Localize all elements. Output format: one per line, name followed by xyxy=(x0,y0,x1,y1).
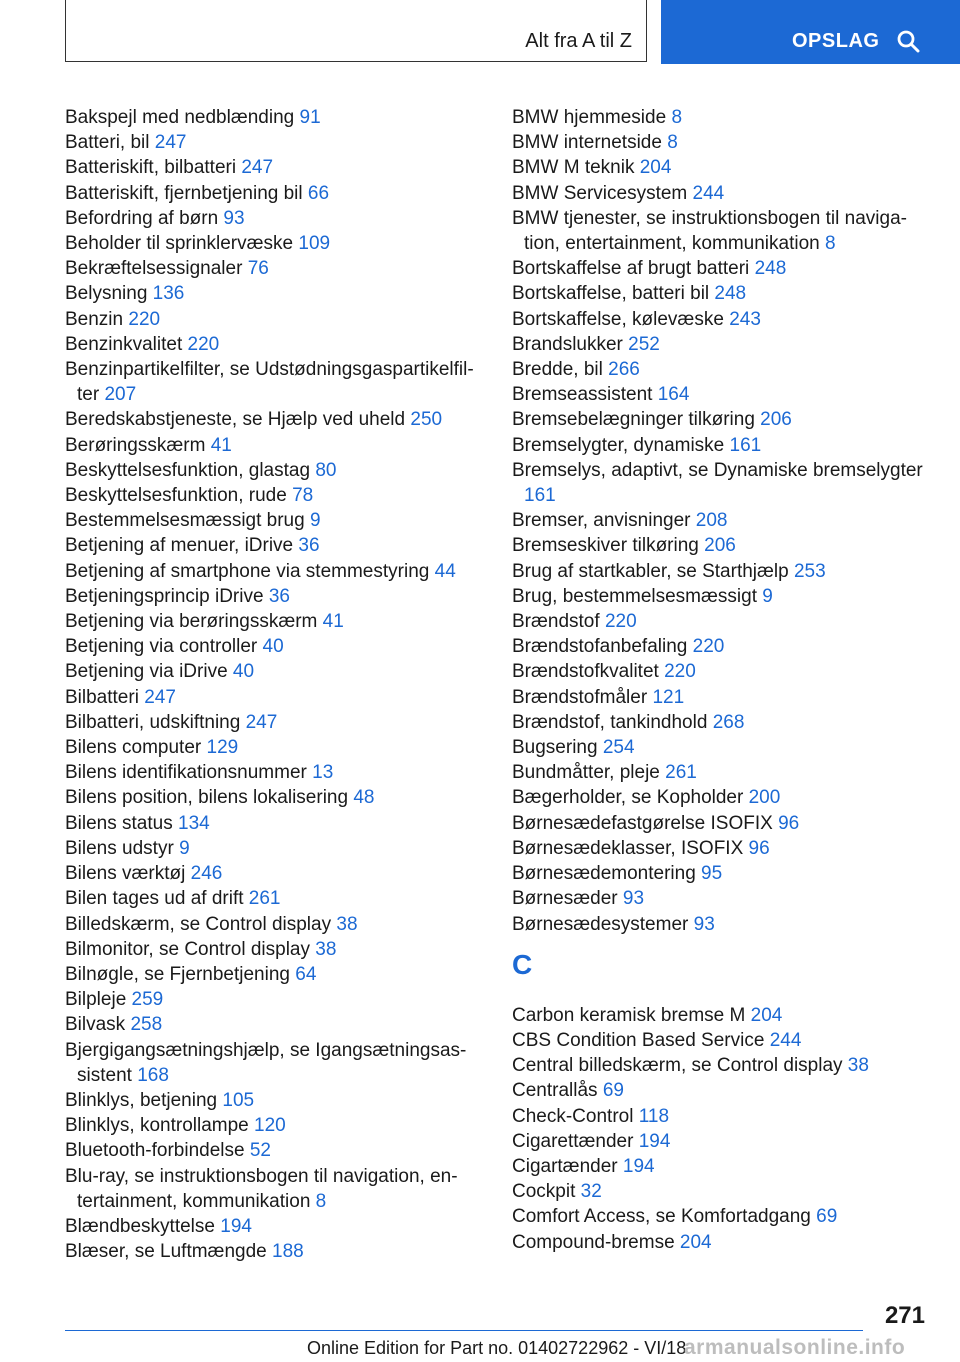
index-entry xyxy=(65,584,485,609)
index-column-right xyxy=(512,105,932,1255)
index-entry xyxy=(512,1028,932,1053)
entry-text: Betjening via iDrive xyxy=(65,661,228,683)
entry-page-link[interactable]: 161 xyxy=(729,434,762,456)
entry-page-link[interactable]: 9 xyxy=(179,837,190,859)
entry-text: Bremser, anvisninger xyxy=(512,510,691,532)
entry-text: Bilens udstyr xyxy=(65,837,174,859)
entry-page-link[interactable]: 194 xyxy=(638,1130,671,1152)
entry-page-link[interactable]: 80 xyxy=(315,459,337,481)
entry-text: Bægerholder, se Kopholder xyxy=(512,787,744,809)
index-entry xyxy=(512,508,932,533)
index-entry xyxy=(512,1104,932,1129)
entry-page-link[interactable]: 244 xyxy=(692,182,725,204)
entry-page-link[interactable]: 109 xyxy=(298,233,331,255)
entry-page-link[interactable]: 36 xyxy=(268,585,290,607)
entry-text: Compound-bremse xyxy=(512,1231,675,1253)
entry-page-link[interactable]: 134 xyxy=(178,812,210,834)
entry-page-link[interactable]: 64 xyxy=(295,963,317,985)
index-entry xyxy=(65,332,485,357)
entry-page-link[interactable]: 200 xyxy=(748,787,781,809)
footer-edition: Online Edition for Part no. 01402722962 - VI/18 xyxy=(307,1338,687,1358)
entry-text: Børnesædemontering xyxy=(512,863,696,885)
entry-page-link[interactable]: 38 xyxy=(847,1055,869,1077)
entry-text: Bilmonitor, se Control display xyxy=(65,938,310,960)
index-entry xyxy=(512,912,932,937)
entry-page-link[interactable]: 252 xyxy=(628,333,660,355)
entry-page-link[interactable]: 129 xyxy=(206,737,239,759)
index-entry xyxy=(65,1012,485,1037)
index-entry xyxy=(512,785,932,810)
entry-text: BMW internetside xyxy=(512,132,662,154)
index-entry xyxy=(65,937,485,962)
entry-page-link[interactable]: 93 xyxy=(223,207,245,229)
entry-page-link[interactable]: 40 xyxy=(232,661,255,683)
entry-text: Beskyttelsesfunktion, glastag xyxy=(65,459,311,481)
index-entry xyxy=(65,710,485,735)
index-entry xyxy=(65,559,485,584)
index-entry xyxy=(65,1138,485,1163)
entry-page-link[interactable]: 261 xyxy=(665,762,697,784)
index-entry xyxy=(65,861,485,886)
entry-text: Bremsebelægninger tilkøring xyxy=(512,409,755,431)
entry-page-link[interactable]: 247 xyxy=(144,686,176,708)
index-entry xyxy=(65,912,485,937)
index-entry xyxy=(65,483,485,508)
index-entry xyxy=(65,533,485,558)
entry-page-link[interactable]: 204 xyxy=(679,1231,712,1253)
entry-text: Beredskabstjeneste, se Hjælp ved uheld xyxy=(65,409,406,431)
entry-text: BMW M teknik xyxy=(512,157,635,179)
index-entry xyxy=(512,735,932,760)
entry-page-link[interactable]: 36 xyxy=(298,535,320,557)
tab-alphabetical-index[interactable] xyxy=(65,0,647,62)
entry-text: Batteriskift, bilbatteri xyxy=(65,157,237,179)
index-entry xyxy=(512,609,932,634)
entry-page-link[interactable]: 164 xyxy=(657,384,690,406)
entry-text: BMW hjemmeside xyxy=(512,107,667,128)
entry-page-link[interactable]: 8 xyxy=(825,233,836,255)
index-entry xyxy=(65,1164,485,1214)
entry-page-link[interactable]: 194 xyxy=(220,1215,252,1237)
entry-page-link[interactable]: 206 xyxy=(760,409,792,431)
entry-page-link[interactable]: 253 xyxy=(793,560,826,582)
entry-page-link[interactable]: 220 xyxy=(187,333,220,355)
index-entry xyxy=(65,1239,485,1264)
entry-page-link[interactable]: 41 xyxy=(322,611,344,633)
index-entry xyxy=(65,1088,485,1113)
entry-text: Bilpleje xyxy=(65,989,127,1011)
entry-text: Betjening via controller xyxy=(65,636,258,658)
index-entry xyxy=(512,533,932,558)
entry-page-link[interactable]: 258 xyxy=(130,1014,163,1036)
index-entry xyxy=(512,1230,932,1255)
index-entry xyxy=(512,1053,932,1078)
index-entry xyxy=(512,256,932,281)
index-entry xyxy=(512,1078,932,1103)
entry-text: Betjening af menuer, iDrive xyxy=(65,535,294,557)
entry-page-link[interactable]: 161 xyxy=(524,485,556,507)
index-entry xyxy=(65,1214,485,1239)
entry-text: Cockpit xyxy=(512,1181,576,1203)
entry-text: Betjeningsprincip iDrive xyxy=(65,585,264,607)
entry-text: Cigartænder xyxy=(512,1155,618,1177)
entry-page-link[interactable]: 9 xyxy=(309,510,321,532)
index-entry xyxy=(65,785,485,810)
entry-text: Billedskærm, se Control display xyxy=(65,913,332,935)
entry-text: Bilbatteri xyxy=(65,686,139,708)
entry-text: CBS Condition Based Service xyxy=(512,1029,765,1051)
entry-text: Betjening af smartphone via stemmestyring xyxy=(65,560,430,582)
entry-page-link[interactable]: 268 xyxy=(712,711,745,733)
entry-page-link[interactable]: 52 xyxy=(249,1140,271,1162)
index-entry xyxy=(65,760,485,785)
index-entry xyxy=(65,458,485,483)
entry-text: Berøringsskærm xyxy=(65,434,206,456)
entry-page-link[interactable]: 188 xyxy=(272,1241,304,1263)
entry-page-link[interactable]: 220 xyxy=(664,661,696,683)
index-entry xyxy=(512,181,932,206)
watermark: armanualsonline.info xyxy=(684,1336,906,1359)
entry-text: Centrallås xyxy=(512,1080,598,1102)
entry-text: Brændstofanbefaling xyxy=(512,636,688,658)
entry-text: Bekræftelsessignaler xyxy=(65,258,243,280)
entry-text: Børnesæder xyxy=(512,888,618,910)
entry-page-link[interactable]: 207 xyxy=(104,384,137,406)
entry-text: Central billedskærm, se Control display xyxy=(512,1055,843,1077)
entry-page-link[interactable]: 194 xyxy=(622,1155,655,1177)
index-entry xyxy=(65,634,485,659)
entry-text: Bilbatteri, udskiftning xyxy=(65,711,241,733)
entry-page-link[interactable]: 248 xyxy=(714,283,747,305)
entry-text: Bilens computer xyxy=(65,737,202,759)
entry-page-link[interactable]: 40 xyxy=(262,636,284,658)
index-entry xyxy=(65,508,485,533)
entry-page-link[interactable]: 69 xyxy=(816,1206,838,1228)
index-entry xyxy=(65,1038,485,1088)
entry-text: Bortskaffelse, batteri bil xyxy=(512,283,710,305)
index-entry xyxy=(512,1129,932,1154)
entry-page-link[interactable]: 254 xyxy=(602,737,635,759)
entry-text: Blæser, se Luftmængde xyxy=(65,1241,267,1263)
entry-page-link[interactable]: 243 xyxy=(729,308,761,330)
entry-text: Betjening via berøringsskærm xyxy=(65,611,318,633)
entry-text: Brandslukker xyxy=(512,333,623,355)
index-entry xyxy=(512,357,932,382)
index-entry xyxy=(512,836,932,861)
entry-page-link[interactable]: 105 xyxy=(222,1089,255,1111)
entry-text: Bundmåtter, pleje xyxy=(512,762,660,784)
index-entry xyxy=(512,433,932,458)
entry-page-link[interactable]: 41 xyxy=(210,434,232,456)
index-entry xyxy=(512,685,932,710)
index-list-left xyxy=(65,105,485,1264)
index-entry xyxy=(512,382,932,407)
entry-page-link[interactable]: 8 xyxy=(671,107,683,128)
entry-text: Bilens værktøj xyxy=(65,863,186,885)
entry-page-link[interactable]: 93 xyxy=(693,913,715,935)
entry-page-link[interactable]: 118 xyxy=(638,1105,670,1127)
entry-page-link[interactable]: 259 xyxy=(131,989,164,1011)
entry-page-link[interactable]: 95 xyxy=(701,863,723,885)
entry-page-link[interactable]: 266 xyxy=(608,359,640,381)
index-entry xyxy=(65,181,485,206)
entry-page-link[interactable]: 246 xyxy=(190,863,223,885)
index-entry xyxy=(65,307,485,332)
entry-page-link[interactable]: 121 xyxy=(652,686,685,708)
entry-text: Bilens identifikationsnummer xyxy=(65,762,307,784)
index-entry xyxy=(512,584,932,609)
entry-page-link[interactable]: 208 xyxy=(695,510,728,532)
index-list-b xyxy=(512,105,932,937)
index-entry xyxy=(65,231,485,256)
index-entry xyxy=(512,634,932,659)
entry-text: Blu-ray, se instruktionsbogen til navigation, entertainment, kommunikation xyxy=(65,1165,458,1212)
entry-text: Bilen tages ud af drift xyxy=(65,888,244,910)
index-list-c xyxy=(512,1003,932,1255)
entry-text: Befordring af børn xyxy=(65,207,219,229)
entry-page-link[interactable]: 220 xyxy=(604,611,637,633)
index-entry xyxy=(512,206,932,256)
entry-page-link[interactable]: 244 xyxy=(769,1029,802,1051)
entry-text: Comfort Access, se Komfortadgang xyxy=(512,1206,811,1228)
index-entry xyxy=(65,659,485,684)
index-entry xyxy=(512,332,932,357)
entry-page-link[interactable]: 96 xyxy=(778,812,800,834)
index-entry xyxy=(512,710,932,735)
entry-page-link[interactable]: 8 xyxy=(315,1190,327,1212)
entry-page-link[interactable]: 32 xyxy=(580,1181,602,1203)
entry-text: Bortskaffelse af brugt batteri xyxy=(512,258,750,280)
index-entry xyxy=(65,811,485,836)
page-number: 271 xyxy=(884,1302,925,1329)
entry-page-link[interactable]: 78 xyxy=(292,485,314,507)
index-entry xyxy=(512,105,932,130)
footer-rule xyxy=(65,1330,863,1331)
index-entry xyxy=(512,811,932,836)
entry-page-link[interactable]: 247 xyxy=(154,132,187,154)
tab-search-label: OPSLAG xyxy=(792,30,880,52)
entry-text: BMW Servicesystem xyxy=(512,182,688,204)
index-entry xyxy=(65,130,485,155)
tab-search[interactable] xyxy=(661,0,960,64)
entry-text: Børnesædesystemer xyxy=(512,913,689,935)
entry-text: Brug af startkabler, se Starthjælp xyxy=(512,560,789,582)
entry-text: Bilens position, bilens lokalisering xyxy=(65,787,349,809)
entry-page-link[interactable]: 204 xyxy=(750,1004,783,1026)
index-entry xyxy=(512,130,932,155)
entry-text: Brændstof xyxy=(512,611,600,633)
index-entry xyxy=(512,281,932,306)
header-tabs xyxy=(65,0,960,64)
index-entry xyxy=(65,206,485,231)
entry-page-link[interactable]: 247 xyxy=(241,157,274,179)
index-entry xyxy=(65,281,485,306)
entry-text: Brændstofmåler xyxy=(512,686,648,708)
entry-text: Batteriskift, fjernbetjening bil xyxy=(65,182,303,204)
entry-text: Blinklys, betjening xyxy=(65,1089,218,1111)
index-entry xyxy=(65,433,485,458)
entry-text: Benzin xyxy=(65,308,124,330)
entry-text: BMW tjenester, se instruktionsbogen til navigation, entertainment, kommunikation xyxy=(512,207,907,255)
entry-page-link[interactable]: 204 xyxy=(639,157,672,179)
entry-text: Bremselygter, dynamiske xyxy=(512,434,725,456)
entry-page-link[interactable]: 261 xyxy=(248,888,281,910)
entry-page-link[interactable]: 76 xyxy=(247,258,269,280)
entry-text: Blændbeskyttelse xyxy=(65,1215,215,1237)
entry-text: Bluetooth-forbindelse xyxy=(65,1140,245,1162)
index-entry xyxy=(512,1204,932,1229)
entry-page-link[interactable]: 66 xyxy=(307,182,330,204)
entry-text: Bugsering xyxy=(512,737,598,759)
index-entry xyxy=(512,1003,932,1028)
index-entry xyxy=(512,307,932,332)
entry-page-link[interactable]: 9 xyxy=(762,585,773,607)
entry-page-link[interactable]: 120 xyxy=(254,1115,286,1137)
entry-text: Brændstofkvalitet xyxy=(512,661,659,683)
entry-page-link[interactable]: 93 xyxy=(622,888,645,910)
entry-page-link[interactable]: 69 xyxy=(602,1080,624,1102)
index-entry xyxy=(65,962,485,987)
index-entry xyxy=(65,735,485,760)
index-entry xyxy=(65,407,485,432)
entry-page-link[interactable]: 136 xyxy=(152,283,185,305)
entry-text: Bortskaffelse, kølevæske xyxy=(512,308,724,330)
entry-page-link[interactable]: 220 xyxy=(128,308,161,330)
entry-text: Bilnøgle, se Fjernbetjening xyxy=(65,963,290,985)
entry-page-link[interactable]: 250 xyxy=(410,409,443,431)
entry-text: Blinklys, kontrollampe xyxy=(65,1115,249,1137)
index-entry xyxy=(65,836,485,861)
entry-text: Batteri, bil xyxy=(65,132,150,154)
entry-text: Bestemmelsesmæssigt brug xyxy=(65,510,305,532)
index-entry xyxy=(512,886,932,911)
entry-page-link[interactable]: 247 xyxy=(245,711,278,733)
index-column-left xyxy=(65,105,485,1264)
entry-text: Bremseskiver tilkøring xyxy=(512,535,699,557)
index-entry xyxy=(512,760,932,785)
index-entry xyxy=(512,659,932,684)
entry-text: Check-Control xyxy=(512,1105,634,1127)
search-icon xyxy=(896,29,920,53)
entry-page-link[interactable]: 38 xyxy=(315,938,337,960)
entry-text: Bredde, bil xyxy=(512,359,603,381)
entry-text: Belysning xyxy=(65,283,148,305)
entry-page-link[interactable]: 13 xyxy=(312,762,334,784)
index-entry xyxy=(65,685,485,710)
entry-text: Brændstof, tankindhold xyxy=(512,711,708,733)
index-entry xyxy=(65,987,485,1012)
index-entry xyxy=(512,458,932,508)
index-entry xyxy=(65,1113,485,1138)
entry-text: Beholder til sprinklervæske xyxy=(65,233,294,255)
entry-page-link[interactable]: 48 xyxy=(353,787,375,809)
index-entry xyxy=(65,155,485,180)
index-entry xyxy=(512,1154,932,1179)
entry-page-link[interactable]: 206 xyxy=(704,535,736,557)
entry-text: Bilens status xyxy=(65,812,173,834)
entry-text: Beskyttelsesfunktion, rude xyxy=(65,485,287,507)
entry-text: Bremselys, adaptivt, se Dynamiske bremselygter xyxy=(512,459,923,481)
index-entry xyxy=(65,886,485,911)
entry-page-link[interactable]: 38 xyxy=(336,913,358,935)
entry-page-link[interactable]: 44 xyxy=(434,560,456,582)
index-entry xyxy=(512,559,932,584)
index-entry xyxy=(65,609,485,634)
entry-text: Bremseassistent xyxy=(512,384,653,406)
tab-alphabetical-label: Alt fra A til Z xyxy=(525,30,632,52)
index-entry xyxy=(65,256,485,281)
entry-text: Børnesædefastgørelse ISOFIX xyxy=(512,812,773,834)
entry-text: Cigarettænder xyxy=(512,1130,634,1152)
entry-page-link[interactable]: 220 xyxy=(692,636,725,658)
section-letter-c: C xyxy=(512,948,533,980)
index-entry xyxy=(512,1179,932,1204)
entry-page-link[interactable]: 96 xyxy=(748,837,770,859)
entry-text: Bilvask xyxy=(65,1014,126,1036)
entry-text: Carbon keramisk bremse M xyxy=(512,1004,746,1026)
entry-page-link[interactable]: 8 xyxy=(667,132,678,154)
entry-text: Benzinkvalitet xyxy=(65,333,183,355)
entry-page-link[interactable]: 168 xyxy=(137,1064,169,1086)
entry-text: Brug, bestemmelsesmæssigt xyxy=(512,585,757,607)
index-entry xyxy=(512,861,932,886)
index-entry xyxy=(65,357,485,407)
entry-text: Benzinpartikelfilter, se Udstødningsgaspartikelfilter xyxy=(65,359,474,406)
index-entry xyxy=(512,155,932,180)
entry-text: Bakspejl med nedblænding xyxy=(65,107,295,128)
index-entry xyxy=(65,105,485,130)
entry-text: Børnesædeklasser, ISOFIX xyxy=(512,837,744,859)
entry-page-link[interactable]: 248 xyxy=(754,258,787,280)
index-entry xyxy=(512,407,932,432)
entry-text: Bjergigangsætningshjælp, se Igangsætningsassistent xyxy=(65,1039,467,1086)
entry-page-link[interactable]: 91 xyxy=(299,107,321,128)
